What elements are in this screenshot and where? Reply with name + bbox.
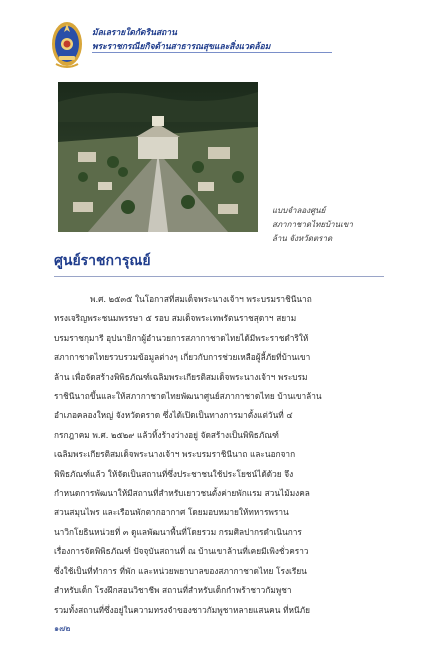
body-line: กำหนดการพัฒนาให้มีสถานที่สำหรับเยาวชนตั้งค่ายพักแรม สวนไม้มงคล (54, 488, 310, 499)
body-line: กรกฎาคม พ.ศ. ๒๕๒๙ แล้วทิ้งร้างว่างอยู่ จัดสร้างเป็นพิพิธภัณฑ์ (54, 429, 279, 440)
body-line: นาวิกโยธินหน่วยที่ ๓ ดูแลพัฒนาพื้นที่โดยรวม กรมศิลปากรดำเนินการ (54, 526, 302, 537)
page-number: ๑๗๒ (54, 624, 71, 633)
body-line: อำเภอคลองใหญ่ จังหวัดตราด ซึ่งได้เปิดเป็นทางการมาตั้งแต่วันที่ ๔ (54, 410, 293, 421)
body-line: เฉลิมพระเกียรติสมเด็จพระนางเจ้าฯ พระบรมราชินีนาถ และนอกจาก (54, 449, 296, 460)
body-line: เรื่องการจัดพิพิธภัณฑ์ ปัจจุบันสถานที่ ณ บ้านเขาล้านที่เคยมีเพิงชั่วคราว (54, 546, 309, 557)
body-line: ล้าน เพื่อจัดสร้างพิพิธภัณฑ์เฉลิมพระเกียรติสมเด็จพระนางเจ้าฯ พระบรม (54, 371, 308, 382)
body-line: ซึ่งใช้เป็นที่ทำการ ที่พัก และหน่วยพยาบาลของสภากาชาดไทย โรงเรียน (54, 565, 307, 576)
caption-line: ล้าน จังหวัดตราด (272, 234, 333, 243)
photo-caption (272, 204, 353, 246)
body-line: บรมราชกุมารี อุปนายิกาผู้อำนวยการสภากาชาดไทยได้มีพระราชดำริให้ (54, 332, 309, 343)
body-line: พ.ศ. ๒๕๓๕ ในโอกาสที่สมเด็จพระนางเจ้าฯ พระบรมราชินีนาถ (90, 294, 312, 304)
header-subtitle: พระราชกรณียกิจด้านสาธารณสุขและสิ่งแวดล้อม (92, 42, 271, 52)
body-line: ราชินีนาถขึ้นและให้สภากาชาดไทยพัฒนาศูนย์สภากาชาดไทย บ้านเขาล้าน (54, 391, 322, 402)
header-title: มัลเลรายใดกัดรินสถาน (92, 28, 177, 38)
section-heading: ศูนย์ราชการุณย์ (54, 253, 151, 269)
body-line: รวมทั้งสถานที่ซึ่งอยู่ในความทรงจำของชาวกัมพูชาหลายแสนคน ที่หนีภัย (54, 604, 310, 615)
royal-emblem-icon (50, 18, 84, 70)
caption-line: สภากาชาดไทยบ้านเขา (272, 220, 353, 229)
body-line: สำหรับเด็ก โรงฝึกสอนวิชาชีพ สถานที่สำหรับเด็กกำพร้าชาวกัมพูชา (54, 585, 292, 596)
body-line: สวนสมุนไพร และเรือนพักตากอากาศ โดยมอบหมายให้ทหารพราน (54, 507, 289, 518)
page-header (40, 18, 400, 70)
body-line: ทรงเจริญพระชนมพรรษา ๕ รอบ สมเด็จพระเทพรัตนราชสุดาฯ สยาม (54, 313, 297, 324)
body-line: สภากาชาดไทยรวบรวมข้อมูลต่างๆ เกี่ยวกับการช่วยเหลือผู้ลี้ภัยที่บ้านเขา (54, 352, 311, 363)
model-photo (58, 82, 258, 232)
header-divider (92, 52, 332, 53)
body-line: พิพิธภัณฑ์แล้ว ให้จัดเป็นสถานที่ซึ่งประชาชนใช้ประโยชน์ได้ด้วย จึง (54, 468, 294, 479)
caption-line: แบบจำลองศูนย์ (272, 206, 326, 215)
body-text (54, 290, 386, 620)
heading-divider (54, 276, 384, 277)
